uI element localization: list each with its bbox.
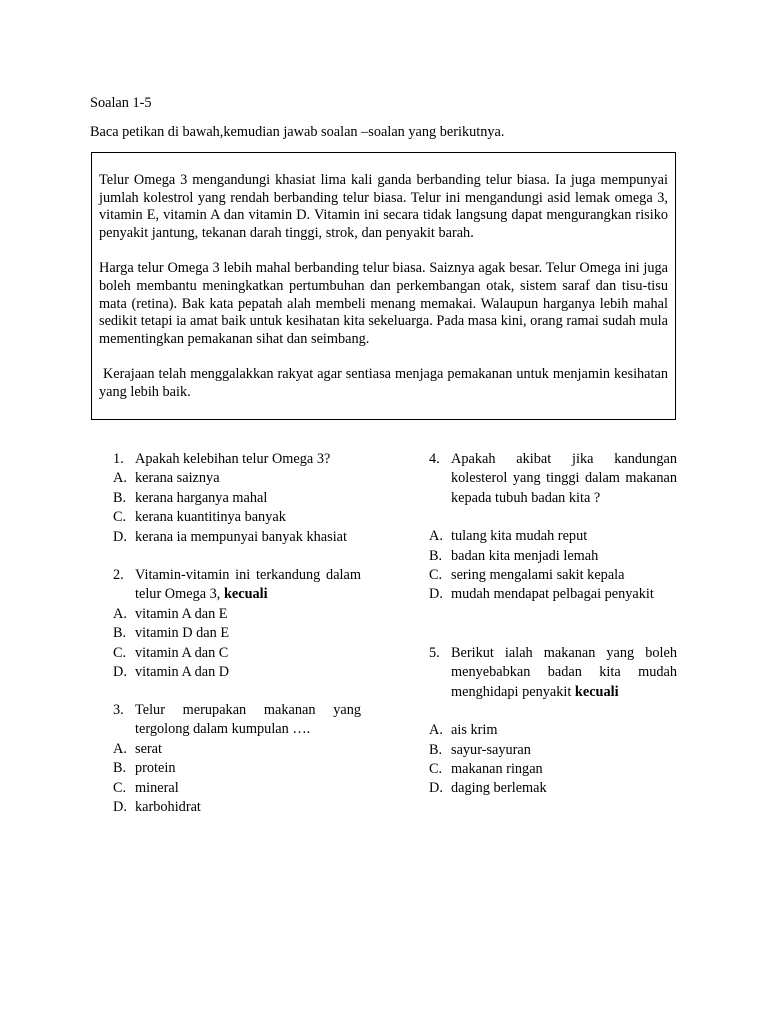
passage-paragraph-2: Harga telur Omega 3 lebih mahal berbanding telur biasa. Saiznya agak besar. Telur Omega ini juga boleh membantu meningkatkan pertumbuhan dan perkembangan otak, sistem saraf dan tisu-tisu mata (retina). Bak kata pepatah alah membeli menang memakai. Walaupun harganya lebih mahal sedikit tetapi ia amat baik untuk kesihatan kita sekeluarga. Pada masa kini, orang ramai sudah mula mementingkan pemakanan sihat dan seimbang. [99, 260, 668, 347]
section-heading: Soalan 1-5 [90, 95, 152, 111]
option-b[interactable]: B. badan kita menjadi lemah [429, 547, 599, 564]
passage-paragraph-1: Telur Omega 3 mengandungi khasiat lima kali ganda berbanding telur biasa. Ia juga mempunyai jumlah kolestrol yang rendah berbanding telur biasa. Telur ini mengandungi asid lemak omega 3, vitamin E, vitamin A dan vitamin D. Vitamin ini secara tidak langsung dapat mengurangkan risiko penyakit jantung, tekanan darah tinggi, strok, dan penyakit barah. [99, 172, 668, 241]
question-number: 3. [113, 702, 124, 718]
question-number: 2. [113, 567, 124, 583]
question-text: Telur merupakan makanan yang tergolong dalam kumpulan …. [135, 702, 361, 738]
option-a[interactable]: A. vitamin A dan E [113, 605, 228, 622]
option-d[interactable]: D. vitamin A dan D [113, 663, 230, 680]
option-d[interactable]: D. karbohidrat [113, 798, 201, 815]
option-b[interactable]: B. sayur-sayuran [429, 741, 531, 758]
emphasis-word: kecuali [574, 683, 619, 700]
option-d[interactable]: D. kerana ia mempunyai banyak khasiat [113, 528, 347, 545]
question-number: 1. [113, 451, 124, 467]
question-4 [429, 450, 677, 605]
option-c[interactable]: C. vitamin A dan C [113, 644, 229, 661]
option-a[interactable]: A. kerana saiznya [113, 470, 220, 487]
option-b[interactable]: B. protein [113, 760, 176, 777]
question-1 [113, 450, 361, 547]
question-3 [113, 701, 361, 817]
question-text: Vitamin-vitamin ini terkandung dalam telur Omega 3, kecuali [135, 567, 361, 603]
option-c[interactable]: C. makanan ringan [429, 761, 543, 777]
question-number: 4. [429, 451, 440, 467]
instruction-text: Baca petikan di bawah,kemudian jawab soalan –soalan yang berikutnya. [90, 124, 505, 140]
question-number: 5. [429, 645, 440, 661]
question-text: Berikut ialah makanan yang boleh menyebabkan badan kita mudah menghidapi penyakit kecuali [451, 645, 677, 700]
option-a[interactable]: A. serat [113, 740, 162, 757]
option-a[interactable]: A. tulang kita mudah reput [429, 528, 588, 545]
option-c[interactable]: C. sering mengalami sakit kepala [429, 567, 625, 583]
option-b[interactable]: B. vitamin D dan E [113, 625, 230, 642]
option-d[interactable]: D. mudah mendapat pelbagai penyakit [429, 586, 654, 603]
option-c[interactable]: C. mineral [113, 779, 179, 796]
option-d[interactable]: D. daging berlemak [429, 780, 547, 797]
emphasis-word: kecuali [223, 586, 268, 603]
question-2 [113, 566, 361, 682]
question-5 [429, 644, 677, 799]
option-b[interactable]: B. kerana harganya mahal [113, 489, 268, 506]
passage-box [91, 152, 676, 420]
question-text: Apakah kelebihan telur Omega 3? [135, 451, 331, 467]
option-a[interactable]: A. ais krim [429, 722, 498, 739]
question-text: Apakah akibat jika kandungan kolesterol yang tinggi dalam makanan kepada tubuh badan kita ? [451, 451, 677, 506]
passage-paragraph-3: Kerajaan telah menggalakkan rakyat agar sentiasa menjaga pemakanan untuk menjamin kesihatan yang lebih baik. [99, 366, 668, 400]
option-c[interactable]: C. kerana kuantitinya banyak [113, 509, 286, 526]
